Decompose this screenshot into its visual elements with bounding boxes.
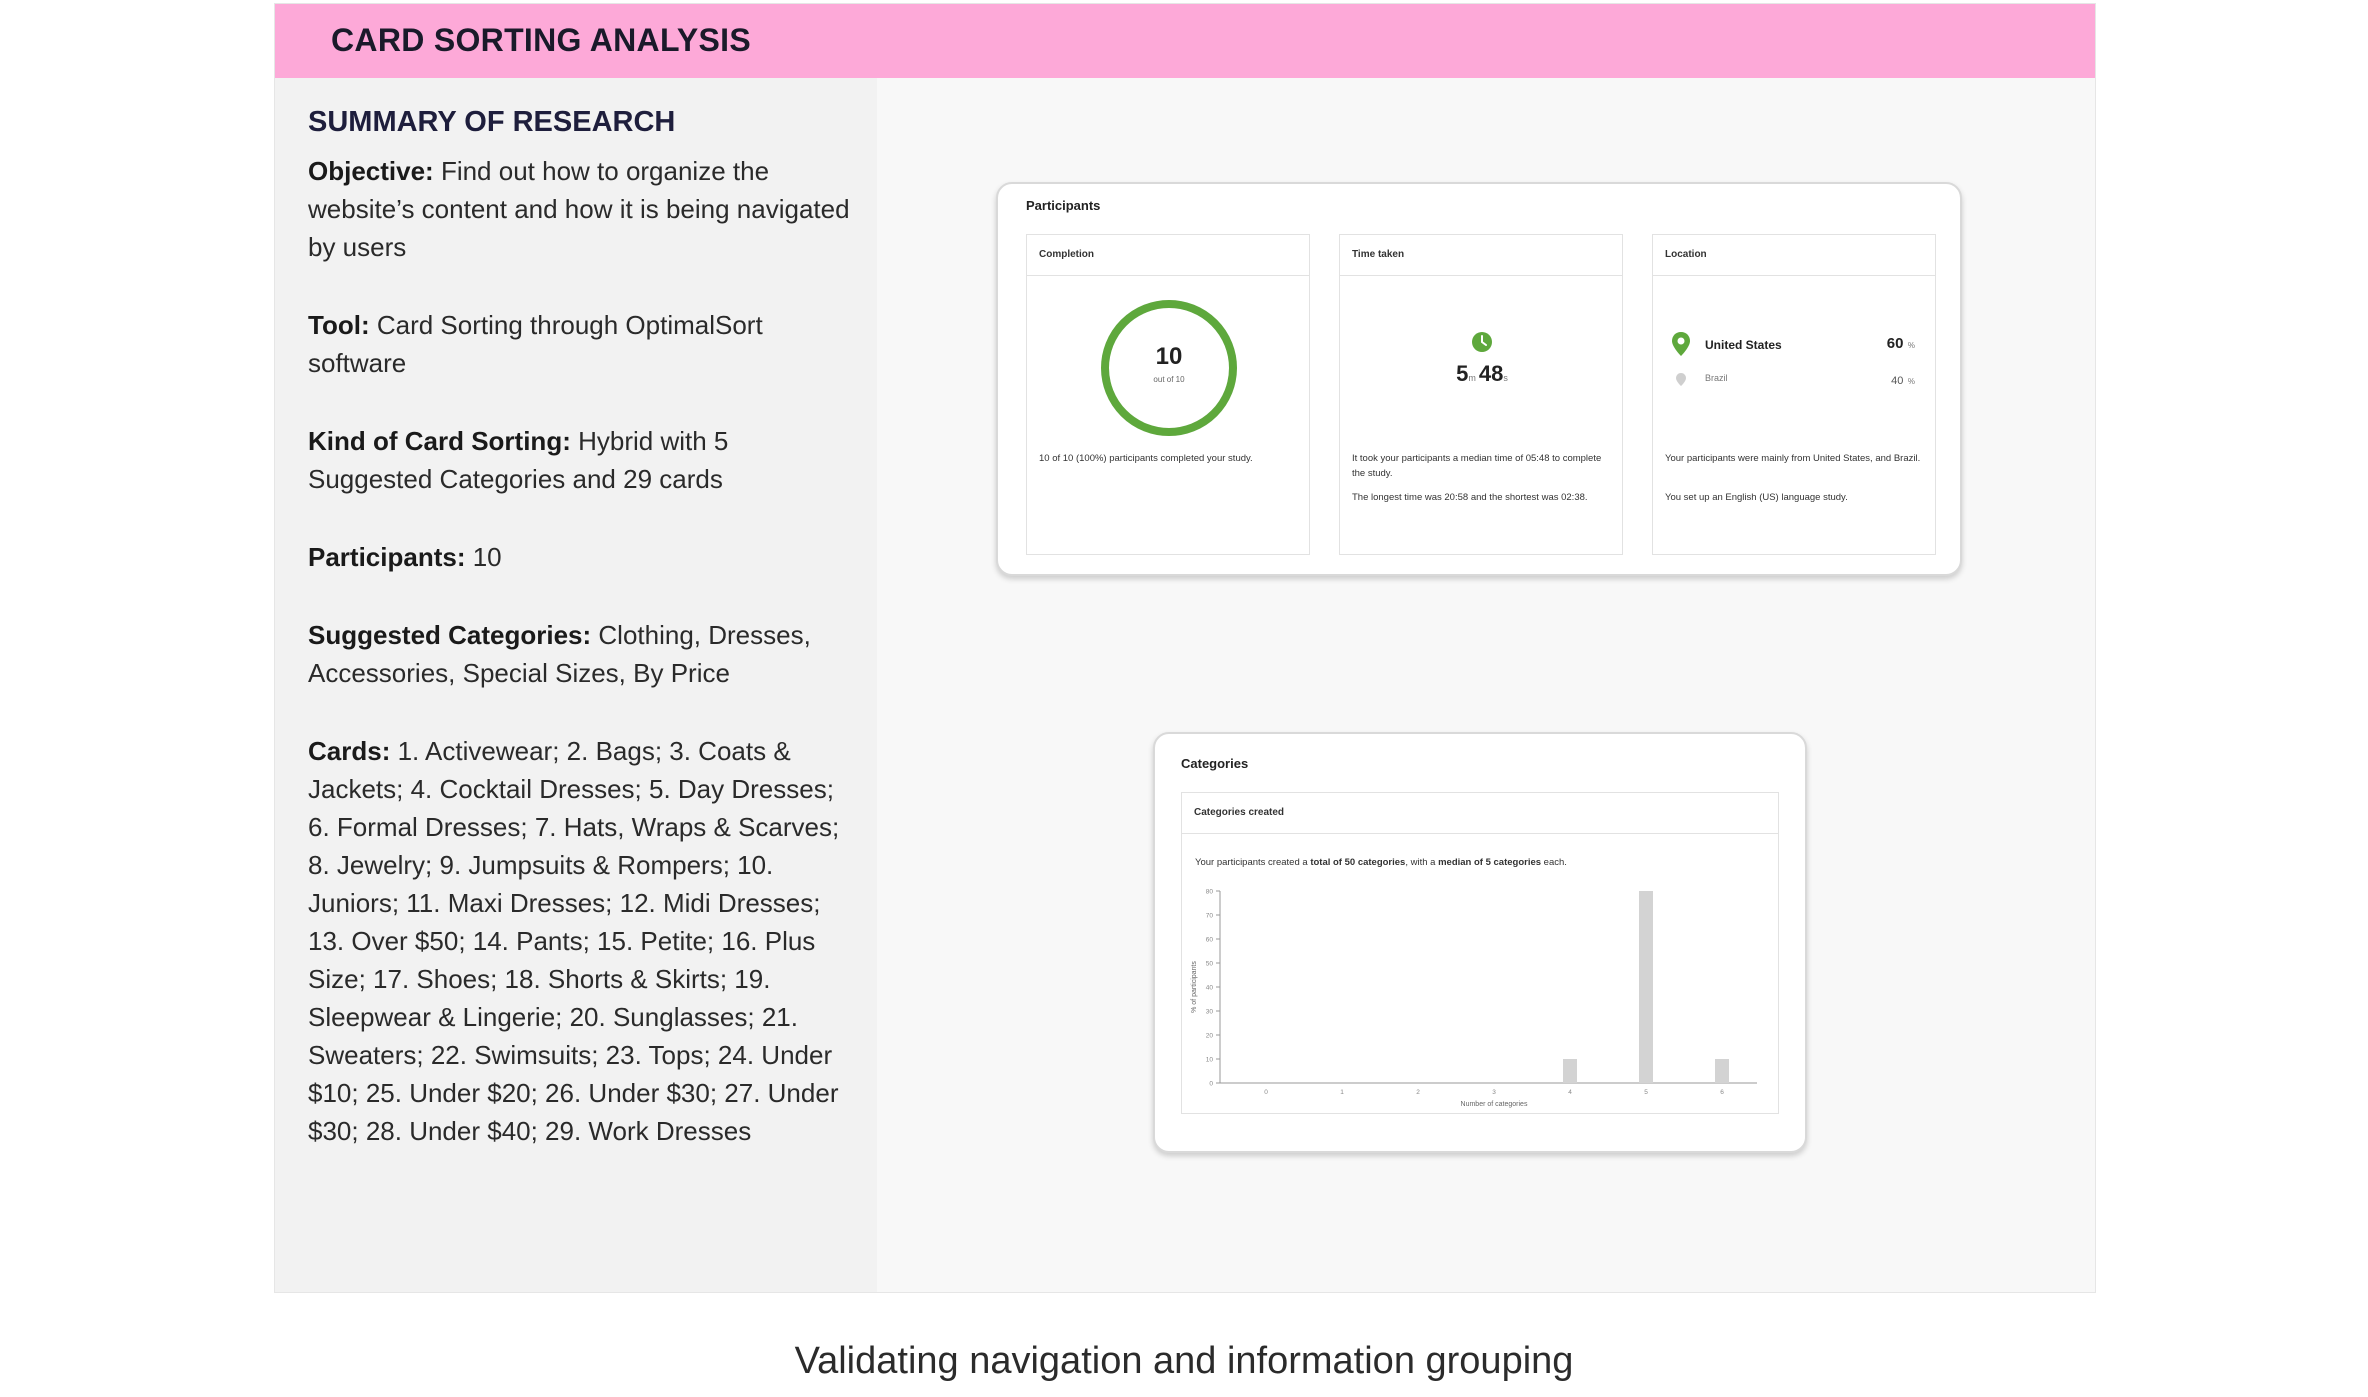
- time-label: Time taken: [1340, 235, 1622, 276]
- kind-paragraph: [308, 422, 853, 498]
- location-panel: [1652, 234, 1936, 555]
- y-tick-label: 70: [1205, 912, 1213, 920]
- x-tick-label: 4: [1568, 1089, 1572, 1096]
- location-pct-2-unit: %: [1907, 377, 1915, 386]
- page-title: CARD SORTING ANALYSIS: [331, 22, 751, 58]
- completion-panel: [1026, 234, 1310, 555]
- participants-text: 10: [465, 542, 502, 572]
- completion-label: Completion: [1027, 235, 1309, 276]
- summary-sidebar: [275, 78, 877, 1292]
- location-text-1: Your participants were mainly from United States, and Brazil.: [1665, 453, 1921, 464]
- time-minutes-unit: m: [1468, 373, 1476, 383]
- y-tick-label: 80: [1205, 888, 1213, 896]
- categories-panel: [1181, 792, 1779, 1114]
- time-text-1: It took your participants a median time of 05:48 to complete the study.: [1352, 453, 1602, 479]
- x-tick-label: 3: [1492, 1089, 1496, 1096]
- summary-title: SUMMARY OF RESEARCH: [308, 106, 676, 138]
- y-tick-label: 60: [1205, 936, 1213, 944]
- tool-paragraph: [308, 306, 853, 382]
- slide-frame: [274, 3, 2096, 1293]
- x-tick-label: 6: [1720, 1089, 1724, 1096]
- participants-card-title: Participants: [1026, 198, 1101, 213]
- header-bar: [275, 4, 2095, 78]
- y-axis-label: % of participants: [1191, 961, 1198, 1013]
- categories-text: Clothing, Dresses, Accessories, Special Sizes, By Price: [308, 620, 811, 688]
- bar-4: [1563, 1059, 1577, 1083]
- participants-paragraph: [308, 538, 853, 576]
- location-pin-icon: [1671, 331, 1691, 357]
- bar-5: [1639, 891, 1653, 1083]
- x-tick-label: 1: [1340, 1089, 1344, 1096]
- time-value: [1340, 361, 1624, 387]
- categories-sentence: [1195, 855, 1765, 870]
- categories-card-title: Categories: [1181, 756, 1249, 771]
- caption: Validating navigation and information grouping: [794, 1340, 1574, 1382]
- objective-label: Objective:: [308, 156, 434, 186]
- tool-label: Tool:: [308, 310, 370, 340]
- x-axis-label: Number of categories: [1460, 1101, 1528, 1108]
- location-label: Location: [1653, 235, 1935, 276]
- completion-value: 10: [1155, 343, 1183, 370]
- cards-text: 1. Activewear; 2. Bags; 3. Coats & Jackets; 4. Cocktail Dresses; 5. Day Dresses; 6. Formal Dresses; 7. Hats, Wraps & Scarves; 8. Jewelry; 9. Jumpsuits & Rompers; 10. Juniors; 11. Maxi Dresses; 12. Midi Dresses; 13. Over $50; 14. Pants; 15. Petite; 16. Plus Size; 17. Shoes; 18. Shorts & Skirts; 19. Sleepwear & Lingerie; 20. Sunglasses; 21. Sweaters; 22. Swimsuits; 23. Tops; 24. Under $10; 25. Under $20; 26. Under $30; 27. Under $30; 28. Under $40; 29. Work Dresses: [308, 736, 840, 1146]
- participants-card: [996, 182, 1962, 576]
- x-tick-label: 0: [1264, 1089, 1268, 1096]
- categories-card: [1153, 732, 1807, 1153]
- categories-label: Suggested Categories:: [308, 620, 592, 650]
- location-pct-1-value: 60: [1886, 335, 1904, 352]
- kind-label: Kind of Card Sorting:: [308, 426, 571, 456]
- y-tick-label: 20: [1205, 1032, 1213, 1040]
- location-text-2: You set up an English (US) language study.: [1665, 492, 1848, 503]
- sentence-median: median of 5 categories: [1438, 857, 1542, 868]
- objective-paragraph: [308, 152, 853, 266]
- categories-panel-label: Categories created: [1182, 793, 1778, 834]
- sentence-mid: , with a: [1405, 857, 1439, 868]
- y-tick-label: 40: [1205, 984, 1213, 992]
- location-pct-1: [1887, 335, 1915, 353]
- sentence-post: each.: [1541, 857, 1567, 868]
- completion-sub: out of 10: [1153, 375, 1185, 384]
- time-seconds: 48: [1478, 361, 1504, 386]
- y-tick-label: 10: [1205, 1056, 1213, 1064]
- cards-label: Cards:: [308, 736, 391, 766]
- bar-6: [1715, 1059, 1729, 1083]
- location-country-2: Brazil: [1705, 373, 1728, 383]
- categories-paragraph: [308, 616, 853, 692]
- time-panel: [1339, 234, 1623, 555]
- location-country-1: United States: [1705, 338, 1782, 352]
- location-pct-2-value: 40: [1891, 375, 1904, 387]
- time-minutes: 5: [1456, 361, 1469, 386]
- x-tick-label: 5: [1644, 1089, 1648, 1096]
- summary-body: [308, 152, 853, 1190]
- kind-text: Hybrid with 5 Suggested Categories and 29 cards: [308, 426, 729, 494]
- sentence-pre: Your participants created a: [1195, 857, 1311, 868]
- time-seconds-unit: s: [1503, 373, 1508, 383]
- y-tick-label: 50: [1205, 960, 1213, 968]
- participants-label: Participants:: [308, 542, 466, 572]
- categories-bar-chart: [1182, 878, 1780, 1108]
- sentence-total: total of 50 categories: [1310, 857, 1406, 868]
- completion-text: 10 of 10 (100%) participants completed your study.: [1039, 453, 1253, 464]
- location-pin-secondary-icon: [1675, 372, 1687, 387]
- location-pct-1-unit: %: [1907, 341, 1915, 350]
- time-text-2: The longest time was 20:58 and the shortest was 02:38.: [1352, 492, 1588, 503]
- tool-text: Card Sorting through OptimalSort software: [308, 310, 763, 378]
- clock-icon: [1471, 331, 1493, 353]
- cards-paragraph: [308, 732, 853, 1150]
- objective-text: Find out how to organize the website’s content and how it is being navigated by users: [308, 156, 850, 262]
- x-tick-label: 2: [1416, 1089, 1420, 1096]
- y-tick-label: 30: [1205, 1008, 1213, 1016]
- location-pct-2: [1891, 371, 1915, 389]
- y-tick-label: 0: [1209, 1080, 1213, 1088]
